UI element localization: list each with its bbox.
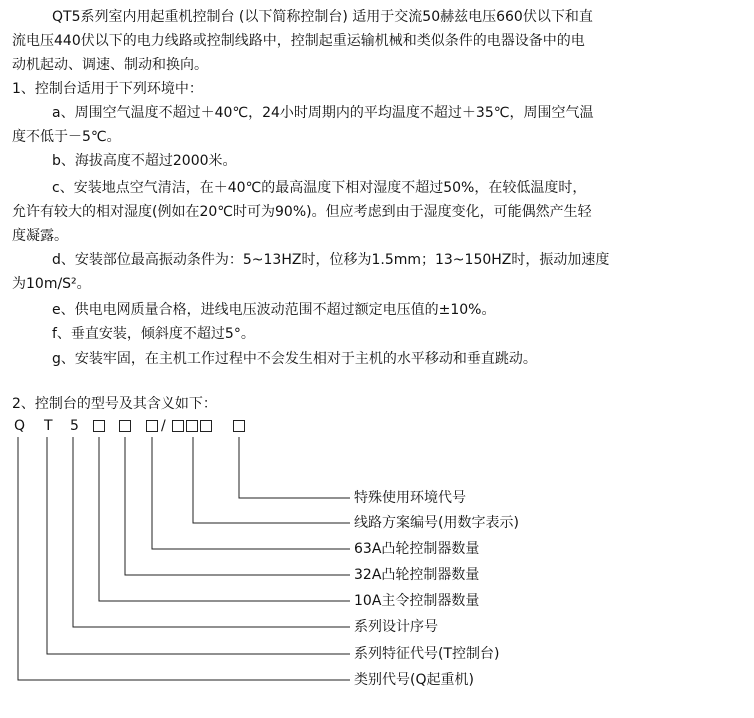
item-a-line-1: a、周围空气温度不超过＋40℃，24小时周期内的平均温度不超过＋35℃，周围空气温 xyxy=(52,105,594,121)
intro-line-1: QT5系列室内用起重机控制台 (以下简称控制台) 适用于交流50赫兹电压660伏以下和直 xyxy=(52,9,593,25)
code-letter-q: Q xyxy=(14,418,26,434)
item-d-line-1: d、安装部位最高振动条件为：5~13HZ时，位移为1.5mm；13~150HZ时，振动加速度 xyxy=(52,252,610,268)
code-digit-5: 5 xyxy=(70,418,79,434)
leader-line-environment xyxy=(239,437,350,498)
code-slash: / xyxy=(161,418,166,434)
item-g: g、安装牢固，在主机工作过程中不会发生相对于主机的水平移动和垂直跳动。 xyxy=(52,351,537,367)
legend-design: 系列设计序号 xyxy=(354,619,438,635)
leader-line-category xyxy=(18,437,350,680)
section-2-heading: 2、控制台的型号及其含义如下： xyxy=(12,396,217,412)
leader-line-10a xyxy=(99,437,350,601)
item-c-line-1: c、安装地点空气清洁，在＋40℃的最高温度下相对湿度不超过50%，在较低温度时， xyxy=(52,180,587,196)
item-a-line-2: 度不低于－5℃。 xyxy=(12,129,121,145)
legend-scheme: 线路方案编号(用数字表示) xyxy=(354,515,519,531)
leader-line-32a xyxy=(125,437,350,575)
leader-line-63a xyxy=(152,437,350,549)
code-letter-t: T xyxy=(44,418,53,434)
item-b: b、海拔高度不超过2000米。 xyxy=(52,153,237,169)
leader-line-series xyxy=(47,437,350,654)
legend-environment: 特殊使用环境代号 xyxy=(354,490,466,506)
item-c-line-2: 允许有较大的相对湿度(例如在20℃时可为90%)。但应考虑到由于湿度变化，可能偶然产生轻 xyxy=(12,204,592,220)
legend-32a: 32A凸轮控制器数量 xyxy=(354,567,480,583)
item-e: e、供电电网质量合格，进线电压波动范围不超过额定电压值的±10%。 xyxy=(52,302,496,318)
legend-63a: 63A凸轮控制器数量 xyxy=(354,541,480,557)
item-f: f、垂直安装，倾斜度不超过5°。 xyxy=(52,326,255,342)
legend-10a: 10A主令控制器数量 xyxy=(354,593,480,609)
section-1-heading: 1、控制台适用于下列环境中： xyxy=(12,81,203,97)
intro-line-2: 流电压440伏以下的电力线路或控制线路中，控制起重运输机械和类似条件的电器设备中的电 xyxy=(12,33,585,49)
item-d-line-2: 为10m/S²。 xyxy=(12,276,91,292)
legend-category: 类别代号(Q起重机) xyxy=(354,672,474,688)
intro-line-3: 动机起动、调速、制动和换向。 xyxy=(12,57,208,73)
leader-line-scheme xyxy=(193,437,350,523)
item-c-line-3: 度凝露。 xyxy=(12,228,68,244)
leader-line-design xyxy=(73,437,350,627)
legend-series: 系列特征代号(T控制台) xyxy=(354,646,500,662)
